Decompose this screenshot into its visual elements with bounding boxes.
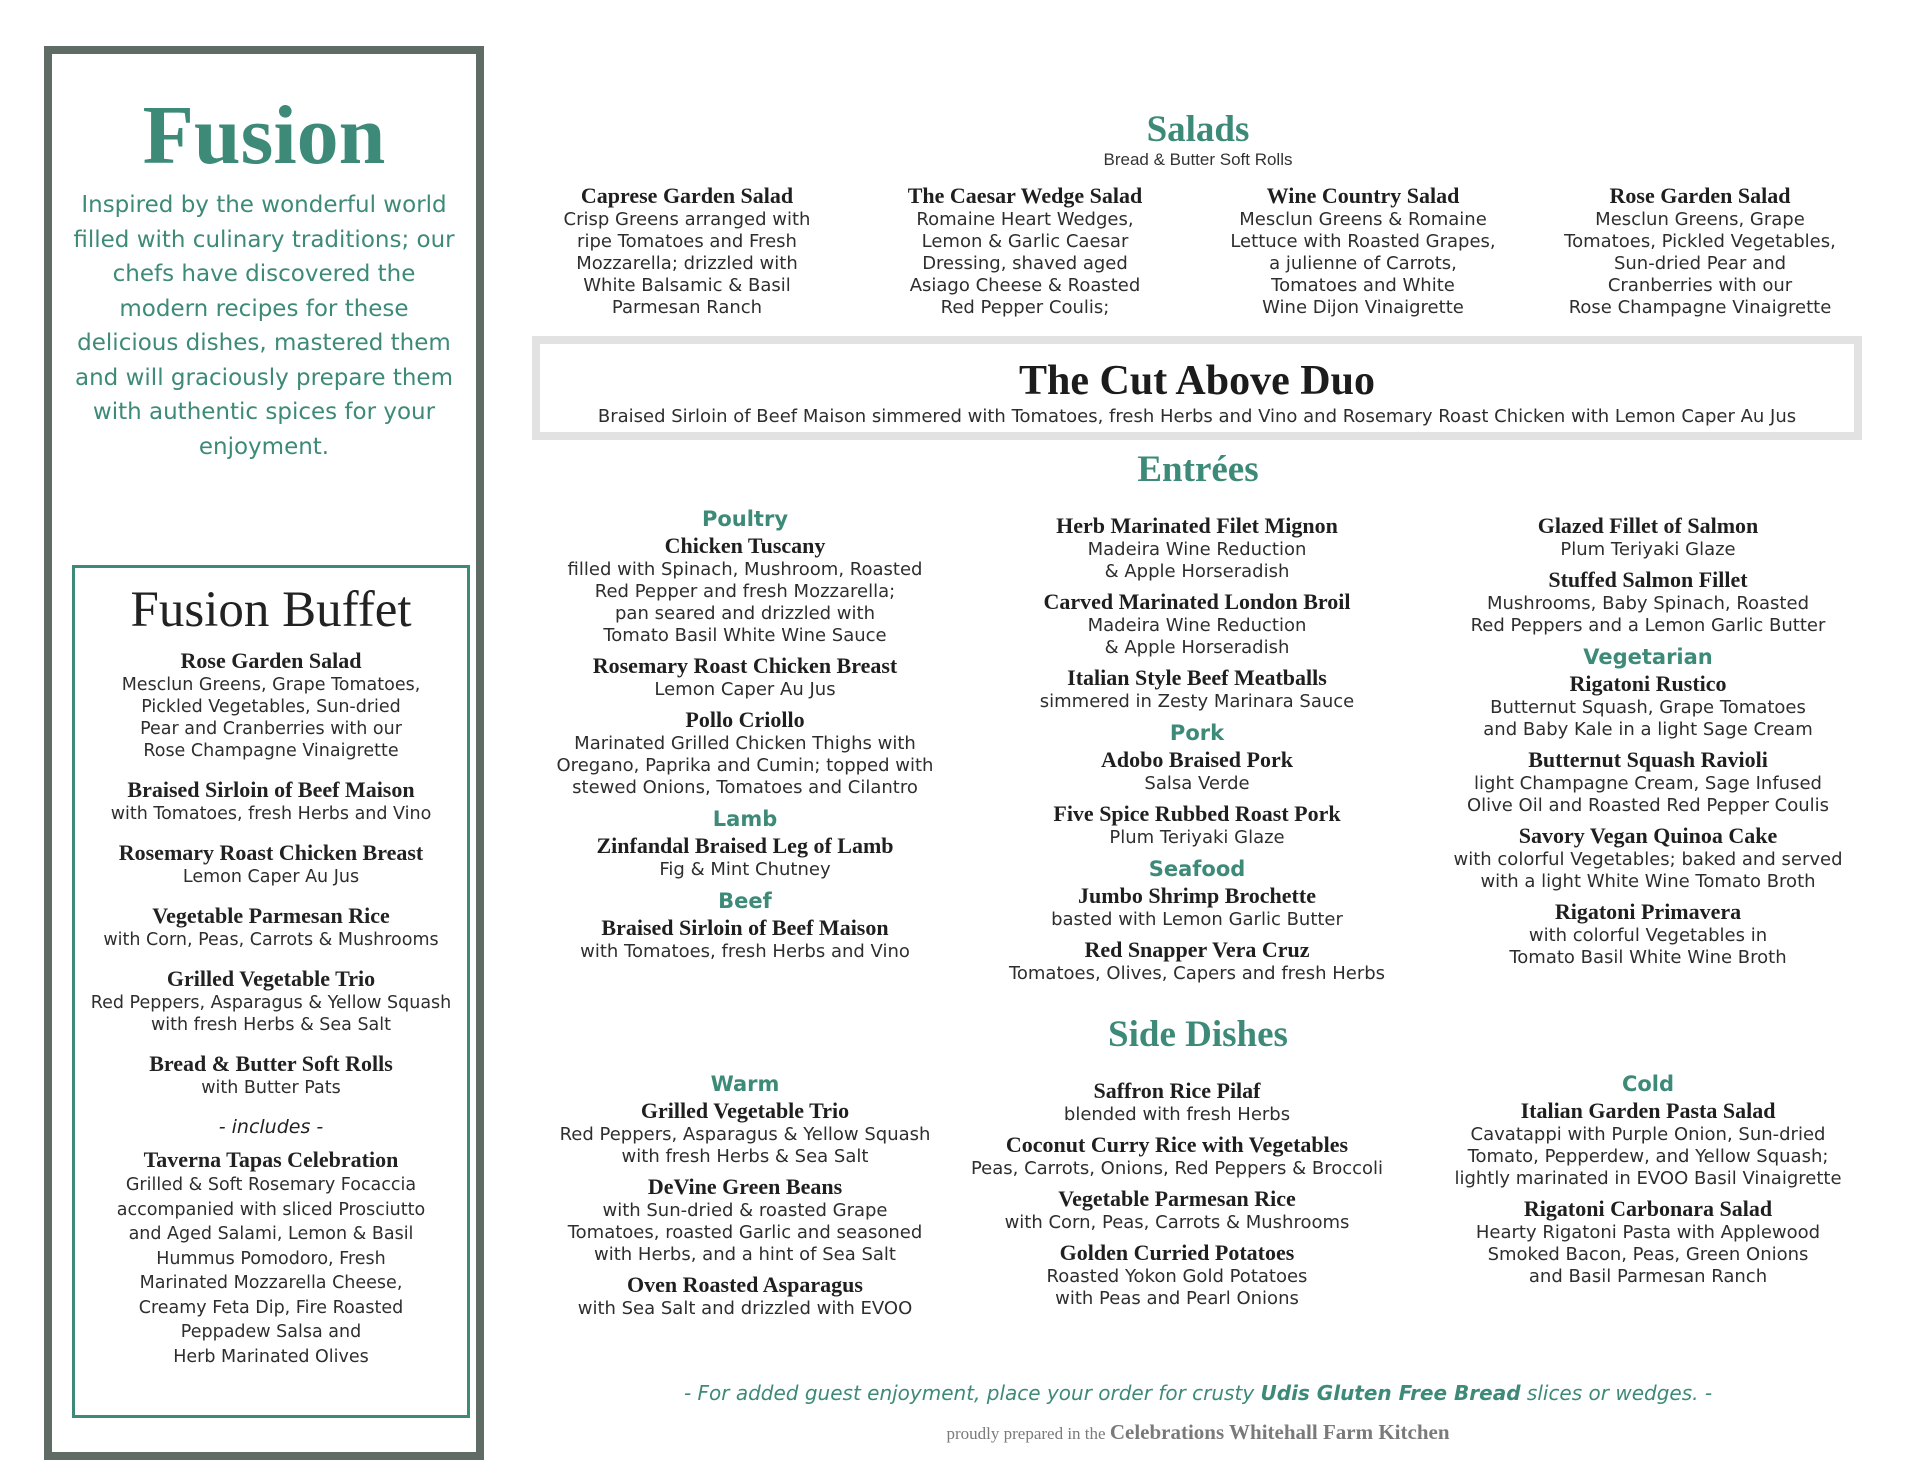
buffet-item-desc xyxy=(75,674,467,762)
desc-line: Olive Oil and Roasted Red Pepper Coulis xyxy=(1466,795,1830,816)
menu-item-name: Golden Curried Potatoes xyxy=(1059,1240,1295,1265)
desc-line: White Balsamic & Basil xyxy=(583,275,791,296)
desc-line: & Apple Horseradish xyxy=(1104,637,1290,658)
desc-line: with Corn, Peas, Carrots & Mushrooms xyxy=(103,930,439,950)
desc-line: Mesclun Greens & Romaine xyxy=(1239,209,1487,230)
desc-line: Cranberries with our xyxy=(1607,275,1793,296)
menu-item-desc xyxy=(530,859,960,881)
menu-item xyxy=(530,533,960,647)
desc-line: Lemon Caper Au Jus xyxy=(182,867,360,887)
category-heading: Lamb xyxy=(712,807,778,831)
desc-line: Cavatappi with Purple Onion, Sun-dried xyxy=(1470,1124,1826,1145)
menu-item-desc xyxy=(982,963,1412,985)
menu-item-desc xyxy=(982,539,1412,583)
menu-item-name: Rigatoni Carbonara Salad xyxy=(1523,1196,1773,1221)
desc-line: Pear and Cranberries with our xyxy=(140,719,402,739)
buffet-item xyxy=(75,840,467,888)
desc-line: blended with fresh Herbs xyxy=(1063,1104,1291,1125)
desc-line: with Sea Salt and drizzled with EVOO xyxy=(577,1298,913,1319)
duo-title: The Cut Above Duo xyxy=(1019,358,1375,404)
buffet-item xyxy=(75,966,467,1036)
desc-line: Wine Dijon Vinaigrette xyxy=(1262,297,1464,318)
salads-subtitle: Bread & Butter Soft Rolls xyxy=(1103,150,1293,169)
entrees-column-2 xyxy=(982,513,1412,991)
desc-line: Red Pepper and fresh Mozzarella; xyxy=(594,581,896,602)
buffet-item-desc xyxy=(75,803,467,825)
desc-line: with Tomatoes, fresh Herbs and Vino xyxy=(580,941,910,962)
desc-line: Mesclun Greens, Grape Tomatoes, xyxy=(121,675,421,695)
desc-line: Marinated Mozzarella Cheese, xyxy=(139,1273,403,1293)
menu-item-name: Coconut Curry Rice with Vegetables xyxy=(1005,1132,1349,1157)
desc-line: Rose Champagne Vinaigrette xyxy=(1568,297,1832,318)
menu-item-name: Oven Roasted Asparagus xyxy=(627,1272,863,1297)
buffet-box xyxy=(72,565,470,1418)
salad-desc xyxy=(1198,209,1528,319)
buffet-item-name: Rosemary Roast Chicken Breast xyxy=(118,840,424,865)
salad-item xyxy=(1535,183,1865,319)
buffet-item-name: Vegetable Parmesan Rice xyxy=(152,903,390,928)
desc-line: with Peas and Pearl Onions xyxy=(1055,1288,1299,1309)
menu-item-desc xyxy=(1433,925,1863,969)
buffet-item-desc xyxy=(75,866,467,888)
desc-line: with Tomatoes, fresh Herbs and Vino xyxy=(110,804,432,824)
menu-item xyxy=(530,1272,960,1320)
desc-line: Red Peppers, Asparagus & Yellow Squash xyxy=(90,993,452,1013)
menu-item-name: Stuffed Salmon Fillet xyxy=(1548,567,1748,592)
footer-note-highlight: Udis Gluten Free Bread xyxy=(1260,1381,1521,1405)
buffet-item xyxy=(75,1147,467,1369)
buffet-item-name: Grilled Vegetable Trio xyxy=(166,966,376,991)
menu-item xyxy=(982,513,1412,583)
salad-desc xyxy=(522,209,852,319)
menu-item-desc xyxy=(982,827,1412,849)
menu-item-name: Butternut Squash Ravioli xyxy=(1528,747,1768,772)
desc-line: Hearty Rigatoni Pasta with Applewood xyxy=(1475,1222,1821,1243)
sides-column-3 xyxy=(1433,1070,1863,1294)
desc-line: Lemon Caper Au Jus xyxy=(654,679,836,700)
desc-line: Red Pepper Coulis; xyxy=(940,297,1110,318)
menu-item-name: Carved Marinated London Broil xyxy=(1043,589,1351,614)
buffet-item-desc xyxy=(75,1077,467,1099)
desc-line: Mesclun Greens, Grape xyxy=(1595,209,1805,230)
menu-item-name: Pollo Criollo xyxy=(685,707,805,732)
desc-line: and Baby Kale in a light Sage Cream xyxy=(1483,719,1813,740)
desc-line: Peas, Carrots, Onions, Red Peppers & Broccoli xyxy=(970,1158,1384,1179)
desc-line: light Champagne Cream, Sage Infused xyxy=(1474,773,1822,794)
buffet-item xyxy=(75,903,467,951)
menu-item-name: Adobo Braised Pork xyxy=(1101,747,1293,772)
duo-box xyxy=(532,336,1862,440)
desc-line: Tomato Basil White Wine Broth xyxy=(1509,947,1787,968)
footer-credit xyxy=(530,1420,1866,1445)
menu-item-desc xyxy=(1433,773,1863,817)
menu-item-name: Braised Sirloin of Beef Maison xyxy=(601,915,889,940)
footer-note xyxy=(530,1380,1866,1406)
desc-line: Roasted Yokon Gold Potatoes xyxy=(1046,1266,1308,1287)
menu-item-desc xyxy=(1433,593,1863,637)
salad-name: Caprese Garden Salad xyxy=(580,183,794,208)
footer-note-post: slices or wedges. - xyxy=(1520,1381,1713,1405)
menu-item-desc xyxy=(530,733,960,799)
menu-item-desc xyxy=(982,615,1412,659)
menu-item-name: Italian Style Beef Meatballs xyxy=(1067,665,1327,690)
menu-item xyxy=(1433,899,1863,969)
desc-line: simmered in Zesty Marinara Sauce xyxy=(1039,691,1355,712)
menu-item-desc xyxy=(1433,697,1863,741)
menu-item-name: Red Snapper Vera Cruz xyxy=(1084,937,1310,962)
menu-item-name: Herb Marinated Filet Mignon xyxy=(1056,513,1338,538)
desc-line: with Herbs, and a hint of Sea Salt xyxy=(594,1244,896,1265)
menu-item xyxy=(1433,513,1863,561)
desc-line: accompanied with sliced Prosciutto xyxy=(116,1199,426,1220)
menu-item xyxy=(1433,671,1863,741)
entrees-column-1 xyxy=(530,505,960,969)
entrees-title: Entrées xyxy=(1137,449,1259,490)
sides-column-1 xyxy=(530,1070,960,1326)
menu-item-desc xyxy=(982,691,1412,713)
menu-item-desc xyxy=(1433,849,1863,893)
desc-line: lightly marinated in EVOO Basil Vinaigrette xyxy=(1454,1168,1842,1189)
menu-item-name: Rosemary Roast Chicken Breast xyxy=(592,653,898,678)
menu-item-desc xyxy=(530,1200,960,1266)
desc-line: Herb Marinated Olives xyxy=(173,1346,369,1367)
menu-item-desc xyxy=(982,773,1412,795)
menu-item-desc xyxy=(530,559,960,647)
menu-item xyxy=(530,1174,960,1266)
menu-item xyxy=(1433,567,1863,637)
salad-desc xyxy=(1535,209,1865,319)
desc-line: Crisp Greens arranged with xyxy=(563,209,811,230)
menu-item-desc xyxy=(530,1298,960,1320)
desc-line: Peppadew Salsa and xyxy=(180,1322,362,1342)
buffet-item-name: Rose Garden Salad xyxy=(180,648,362,673)
desc-line: Creamy Feta Dip, Fire Roasted xyxy=(138,1297,404,1318)
menu-item-desc xyxy=(1433,539,1863,561)
sides-title: Side Dishes xyxy=(1108,1014,1288,1055)
desc-line: Mozzarella; drizzled with xyxy=(576,253,798,274)
menu-item xyxy=(982,883,1412,931)
menu-item xyxy=(1433,747,1863,817)
desc-line: Asiago Cheese & Roasted xyxy=(909,275,1141,296)
menu-item xyxy=(1433,823,1863,893)
menu-item-desc xyxy=(530,941,960,963)
buffet-item-name: Bread & Butter Soft Rolls xyxy=(149,1051,393,1076)
menu-item xyxy=(982,801,1412,849)
desc-line: ripe Tomatoes and Fresh xyxy=(577,231,797,252)
salad-name: Wine Country Salad xyxy=(1266,183,1460,208)
menu-item-desc xyxy=(1433,1222,1863,1288)
desc-line: Fig & Mint Chutney xyxy=(659,859,831,880)
desc-line: Hummus Pomodoro, Fresh xyxy=(156,1248,386,1269)
menu-item xyxy=(1433,1196,1863,1288)
desc-line: Plum Teriyaki Glaze xyxy=(1109,827,1285,848)
menu-item-name: Italian Garden Pasta Salad xyxy=(1520,1098,1776,1123)
buffet-list xyxy=(75,648,467,1384)
desc-line: with a light White Wine Tomato Broth xyxy=(1480,871,1816,892)
menu-item-desc xyxy=(530,679,960,701)
desc-line: Lettuce with Roasted Grapes, xyxy=(1230,231,1496,252)
desc-line: Rose Champagne Vinaigrette xyxy=(143,741,399,761)
includes-label: - includes - xyxy=(218,1116,324,1138)
desc-line: Red Peppers, Asparagus & Yellow Squash xyxy=(559,1124,931,1145)
salad-item xyxy=(1198,183,1528,319)
menu-item xyxy=(530,915,960,963)
menu-item-desc xyxy=(962,1212,1392,1234)
salad-item xyxy=(522,183,852,319)
category-heading: Vegetarian xyxy=(1583,645,1713,669)
menu-item xyxy=(962,1078,1392,1126)
menu-item-name: Glazed Fillet of Salmon xyxy=(1537,513,1759,538)
menu-item-name: Chicken Tuscany xyxy=(664,533,826,558)
category-heading: Beef xyxy=(718,889,772,913)
menu-item xyxy=(982,747,1412,795)
desc-line: Pickled Vegetables, Sun-dried xyxy=(141,697,401,717)
brand-title: Fusion xyxy=(142,89,386,182)
category-heading: Pork xyxy=(1169,721,1225,745)
desc-line: Plum Teriyaki Glaze xyxy=(1560,539,1736,560)
desc-line: Smoked Bacon, Peas, Green Onions xyxy=(1487,1244,1809,1265)
desc-line: Oregano, Paprika and Cumin; topped with xyxy=(556,755,934,776)
menu-item xyxy=(962,1186,1392,1234)
desc-line: Tomatoes, Olives, Capers and fresh Herbs xyxy=(1008,963,1386,984)
desc-line: with colorful Vegetables; baked and served xyxy=(1453,849,1843,870)
menu-item xyxy=(530,707,960,799)
desc-line: Grilled & Soft Rosemary Focaccia xyxy=(125,1175,417,1195)
desc-line: Tomato Basil White Wine Sauce xyxy=(603,625,887,646)
desc-line: Butternut Squash, Grape Tomatoes xyxy=(1490,697,1806,718)
menu-item-desc xyxy=(982,909,1412,931)
salads-title: Salads xyxy=(1146,109,1250,150)
menu-item-name: Savory Vegan Quinoa Cake xyxy=(1518,823,1778,848)
category-heading: Seafood xyxy=(1148,857,1246,881)
desc-line: Salsa Verde xyxy=(1144,773,1250,794)
menu-item xyxy=(962,1132,1392,1180)
desc-line: Tomatoes, Pickled Vegetables, xyxy=(1564,231,1836,252)
category-heading: Poultry xyxy=(701,507,789,531)
credit-prefix: proudly prepared in the xyxy=(946,1424,1110,1443)
menu-item-desc xyxy=(962,1158,1392,1180)
buffet-item-desc xyxy=(75,1173,467,1369)
desc-line: Tomatoes and White xyxy=(1271,275,1455,296)
buffet-item-desc xyxy=(75,929,467,951)
desc-line: with fresh Herbs & Sea Salt xyxy=(150,1015,392,1035)
intro-text: Inspired by the wonderful world filled with culinary traditions; our chefs have discovered the modern recipes for these delicious dishes, mastered them and will graciously prepare them with authentic spices for your enjoyment. xyxy=(73,192,455,460)
menu-item-name: Five Spice Rubbed Roast Pork xyxy=(1053,801,1341,826)
desc-line: Romaine Heart Wedges, xyxy=(916,209,1134,230)
menu-item-name: Zinfandal Braised Leg of Lamb xyxy=(596,833,894,858)
buffet-title: Fusion Buffet xyxy=(130,582,412,638)
menu-item-name: Jumbo Shrimp Brochette xyxy=(1078,883,1316,908)
desc-line: filled with Spinach, Mushroom, Roasted xyxy=(567,559,923,580)
desc-line: and Aged Salami, Lemon & Basil xyxy=(128,1224,414,1244)
menu-item-name: Rigatoni Rustico xyxy=(1569,671,1727,696)
menu-item-name: Vegetable Parmesan Rice xyxy=(1058,1186,1296,1211)
desc-line: Parmesan Ranch xyxy=(611,297,763,318)
desc-line: with Corn, Peas, Carrots & Mushrooms xyxy=(1004,1212,1350,1233)
menu-item-desc xyxy=(962,1104,1392,1126)
desc-line: a julienne of Carrots, xyxy=(1269,253,1457,274)
credit-kitchen-name: Celebrations Whitehall Farm Kitchen xyxy=(1109,1420,1450,1444)
buffet-item-desc xyxy=(75,992,467,1036)
menu-item xyxy=(982,589,1412,659)
desc-line: with fresh Herbs & Sea Salt xyxy=(621,1146,869,1167)
salad-item xyxy=(860,183,1190,319)
footer-note-pre: - For added guest enjoyment, place your order for crusty xyxy=(683,1381,1261,1405)
buffet-item xyxy=(75,648,467,762)
desc-line: Mushrooms, Baby Spinach, Roasted xyxy=(1486,593,1809,614)
desc-line: & Apple Horseradish xyxy=(1104,561,1290,582)
category-heading: Warm xyxy=(710,1072,780,1096)
desc-line: Madeira Wine Reduction xyxy=(1087,615,1307,636)
menu-item xyxy=(530,653,960,701)
category-heading: Cold xyxy=(1621,1072,1675,1096)
buffet-item-name: Braised Sirloin of Beef Maison xyxy=(127,777,415,802)
desc-line: Red Peppers and a Lemon Garlic Butter xyxy=(1470,615,1826,636)
menu-item xyxy=(530,1098,960,1168)
menu-item-desc xyxy=(530,1124,960,1168)
salad-name: Rose Garden Salad xyxy=(1609,183,1791,208)
desc-line: Sun-dried Pear and xyxy=(1613,253,1787,274)
menu-item xyxy=(1433,1098,1863,1190)
salad-desc xyxy=(860,209,1190,319)
desc-line: Lemon & Garlic Caesar xyxy=(921,231,1129,252)
buffet-item-name: Taverna Tapas Celebration xyxy=(143,1147,399,1172)
desc-line: Dressing, shaved aged xyxy=(922,253,1128,274)
menu-item-name: Saffron Rice Pilaf xyxy=(1093,1078,1261,1103)
desc-line: with Butter Pats xyxy=(201,1078,341,1098)
menu-item xyxy=(962,1240,1392,1310)
desc-line: Tomatoes, roasted Garlic and seasoned xyxy=(567,1222,923,1243)
menu-item-name: DeVine Green Beans xyxy=(647,1174,843,1199)
buffet-item xyxy=(75,1051,467,1099)
left-panel xyxy=(44,46,484,1460)
buffet-item xyxy=(75,777,467,825)
sides-column-2 xyxy=(962,1078,1392,1316)
salad-name: The Caesar Wedge Salad xyxy=(907,183,1143,208)
menu-item-name: Rigatoni Primavera xyxy=(1554,899,1742,924)
menu-item-name: Grilled Vegetable Trio xyxy=(640,1098,850,1123)
desc-line: Marinated Grilled Chicken Thighs with xyxy=(574,733,916,754)
menu-item xyxy=(530,833,960,881)
desc-line: pan seared and drizzled with xyxy=(614,603,875,624)
desc-line: Madeira Wine Reduction xyxy=(1087,539,1307,560)
desc-line: with colorful Vegetables in xyxy=(1528,925,1768,946)
menu-item-desc xyxy=(1433,1124,1863,1190)
duo-description: Braised Sirloin of Beef Maison simmered with Tomatoes, fresh Herbs and Vino and Rosemary Roast Chicken with Lemon Caper Au Jus xyxy=(597,406,1797,427)
desc-line: and Basil Parmesan Ranch xyxy=(1528,1266,1768,1287)
desc-line: stewed Onions, Tomatoes and Cilantro xyxy=(572,777,918,798)
desc-line: Tomato, Pepperdew, and Yellow Squash; xyxy=(1467,1146,1829,1167)
menu-item-desc xyxy=(962,1266,1392,1310)
entrees-column-3 xyxy=(1433,513,1863,975)
menu-item xyxy=(982,937,1412,985)
desc-line: with Sun-dried & roasted Grape xyxy=(602,1200,888,1221)
menu-item xyxy=(982,665,1412,713)
desc-line: basted with Lemon Garlic Butter xyxy=(1051,909,1343,930)
